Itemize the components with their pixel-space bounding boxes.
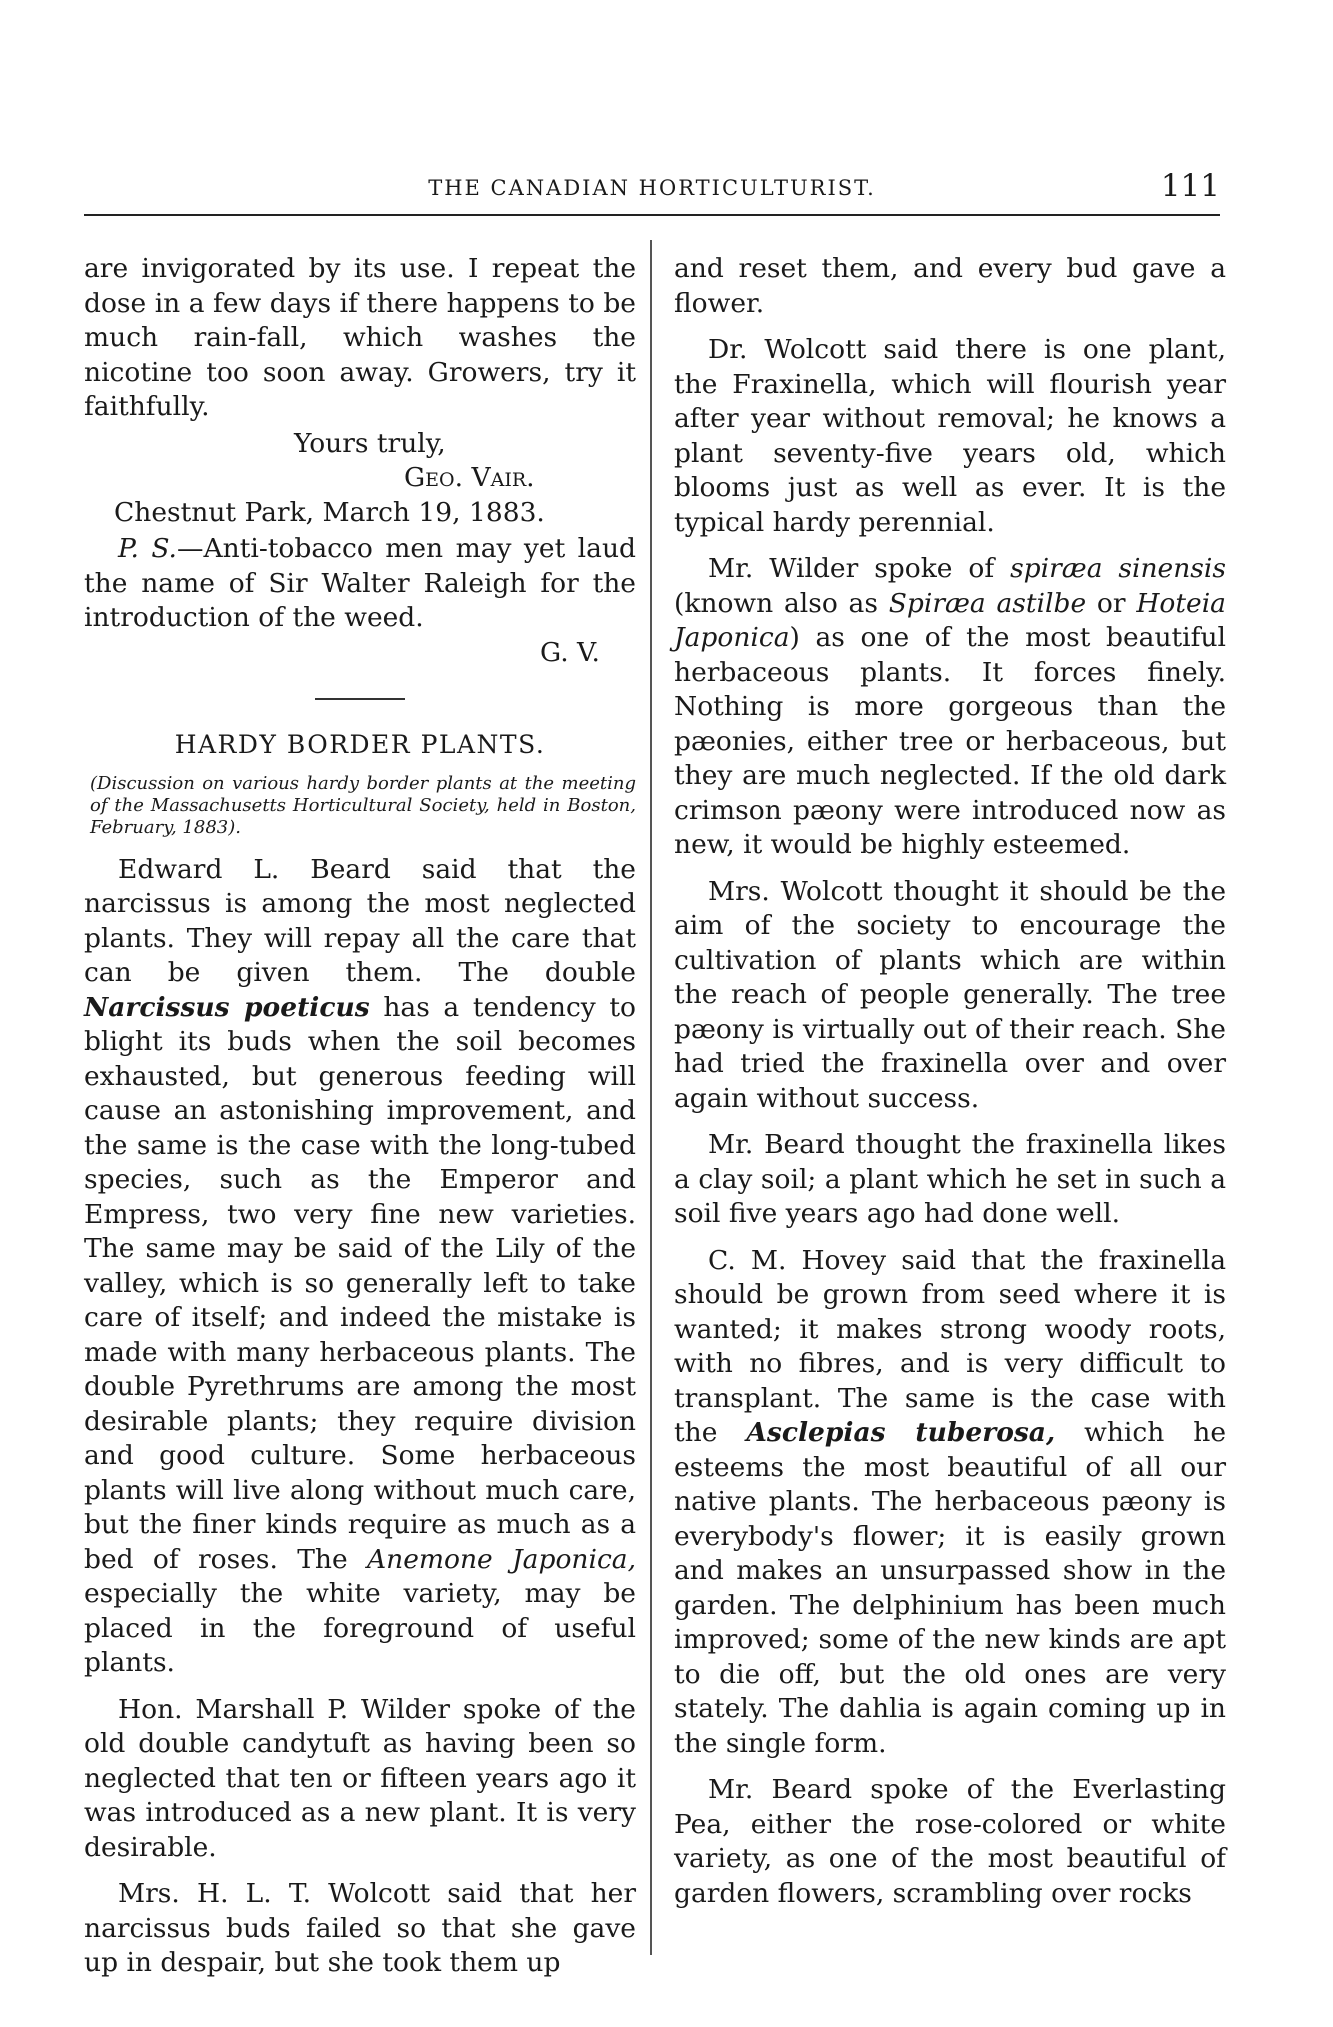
continued-paragraph: and reset them, and every bud gave a flower. [674, 253, 1226, 319]
hovey-italic-asclepias: Asclepias tuberosa, [746, 1417, 1056, 1448]
beard-everlasting-pea-paragraph: Mr. Beard spoke of the Everlasting Pea, either the rose-colored or white variety, as one of the most beautiful of garden flowers, scrambling over rocks [674, 1774, 1226, 1909]
postscript-text: —Anti-tobacco men may yet laud the name of Sir Walter Raleigh for the introduction of the weed. [84, 533, 636, 633]
postscript [84, 532, 636, 636]
wilder-spiraea-paragraph [674, 552, 1226, 863]
running-title: THE CANADIAN HORTICULTURIST. [428, 176, 876, 200]
running-head [84, 168, 1220, 208]
column-divider [650, 240, 652, 1955]
wilder-text-a: Mr. Wilder spoke of [708, 553, 1011, 584]
beard-italic-narcissus: Narcissus poeticus [84, 991, 370, 1023]
hovey-text-a: C. M. Hovey said that the fraxinella should be grown from seed where it is wanted; it makes strong woody roots, with no fibres, and is very difficult to transplant. The same is the case with the [674, 1244, 1226, 1448]
left-column [84, 252, 636, 1981]
right-column [674, 252, 1226, 1911]
letter-signature: Geo. Vair. [404, 462, 535, 493]
wilder-italic-astilbe: Spiræa astilbe [888, 587, 1087, 619]
wilder-italic-spiraea: spiræa sinensis [1010, 553, 1226, 584]
page-number: 111 [1160, 168, 1220, 204]
beard-text-a: Edward L. Beard said that the narcissus is among the most neglected plants. They will repay all the care that can be given them. The double [84, 853, 636, 988]
postscript-label: P. S. [118, 533, 177, 564]
beard-fraxinella-paragraph: Mr. Beard thought the fraxinella likes a clay soil; a plant which he set in such a soil five years ago had done well. [674, 1129, 1226, 1229]
article-subheading: (Discussion on various hardy border plants at the meeting of the Massachusetts Horticultural Society, held in Boston, February, 1883). [90, 772, 636, 838]
beard-paragraph [84, 853, 636, 1681]
letter-valediction: Yours truly, [294, 427, 446, 459]
hovey-paragraph [674, 1244, 1226, 1762]
beard-italic-anemone: Anemone Japonica, [367, 1543, 637, 1575]
wolcott-narcissus-paragraph: Mrs. H. L. T. Wolcott said that her narcissus buds failed so that she gave up in despair, but she took them up [84, 1878, 636, 1978]
section-separator [315, 698, 405, 700]
postscript-initials: G. V. [539, 636, 600, 668]
dr-wolcott-paragraph: Dr. Wolcott said there is one plant, the Fraxinella, which will flourish year after year without removal; he knows a plant seventy-five years old, which blooms just as well as ever. It is the typical hardy perennial. [674, 334, 1226, 538]
wilder-text-b: (known also as [674, 587, 889, 619]
wilder-text-d: ) as one of the most beautiful herbaceous plants. It forces finely. Nothing is more gorgeous than the pæonies, either tree or herbaceous, but they are much neglected. If the old dark crimson pæony were introduced now as new, it would be highly esteemed. [674, 622, 1226, 860]
letter-place-date: Chestnut Park, March 19, 1883. [114, 496, 545, 528]
wilder-candytuft-paragraph: Hon. Marshall P. Wilder spoke of the old double candytuft as having been so neglected that ten or fifteen years ago it was introduced as a new plant. It is very desirable. [84, 1693, 636, 1863]
beard-text-b: has a tendency to blight its buds when the soil becomes exhausted, but generous feeding will cause an astonishing improvement, and the same is the case with the long-tubed species, such as the Emperor and Empress, two very fine new varieties. The same may be said of the Lily of the valley, which is so generally left to take care of itself; and indeed the mistake is made with many herbaceous plants. The double Pyrethrums are among the most desirable plants; they require division and good culture. Some herbaceous plants will live along without much care, but the finer kinds require as much as a bed of roses. The [84, 991, 636, 1575]
article-heading: HARDY BORDER PLANTS. [174, 730, 546, 759]
wilder-text-c: or [1086, 587, 1137, 619]
beard-text-c: especially the white variety, may be placed in the foreground of useful plants. [84, 1578, 636, 1678]
letter-closing-paragraph: are invigorated by its use. I repeat the dose in a few days if there happens to be much rain-fall, which washes the nicotine too soon away. Growers, try it faithfully. [84, 253, 636, 422]
wilder-italic-hoteia: Hoteia Japonica [674, 587, 1226, 653]
mrs-wolcott-paragraph: Mrs. Wolcott thought it should be the aim of the society to encourage the cultivation of plants which are within the reach of people generally. The tree pæony is virtually out of their reach. She had tried the fraxinella over and over again without success. [674, 875, 1226, 1114]
header-rule [84, 214, 1220, 216]
hovey-text-b: which he esteems the most beautiful of all our native plants. The herbaceous pæony is everybody's flower; it is easily grown and makes an unsurpassed show in the garden. The delphinium has been much improved; some of the new kinds are apt to die off, but the old ones are very stately. The dahlia is again coming up in the single form. [674, 1417, 1226, 1759]
